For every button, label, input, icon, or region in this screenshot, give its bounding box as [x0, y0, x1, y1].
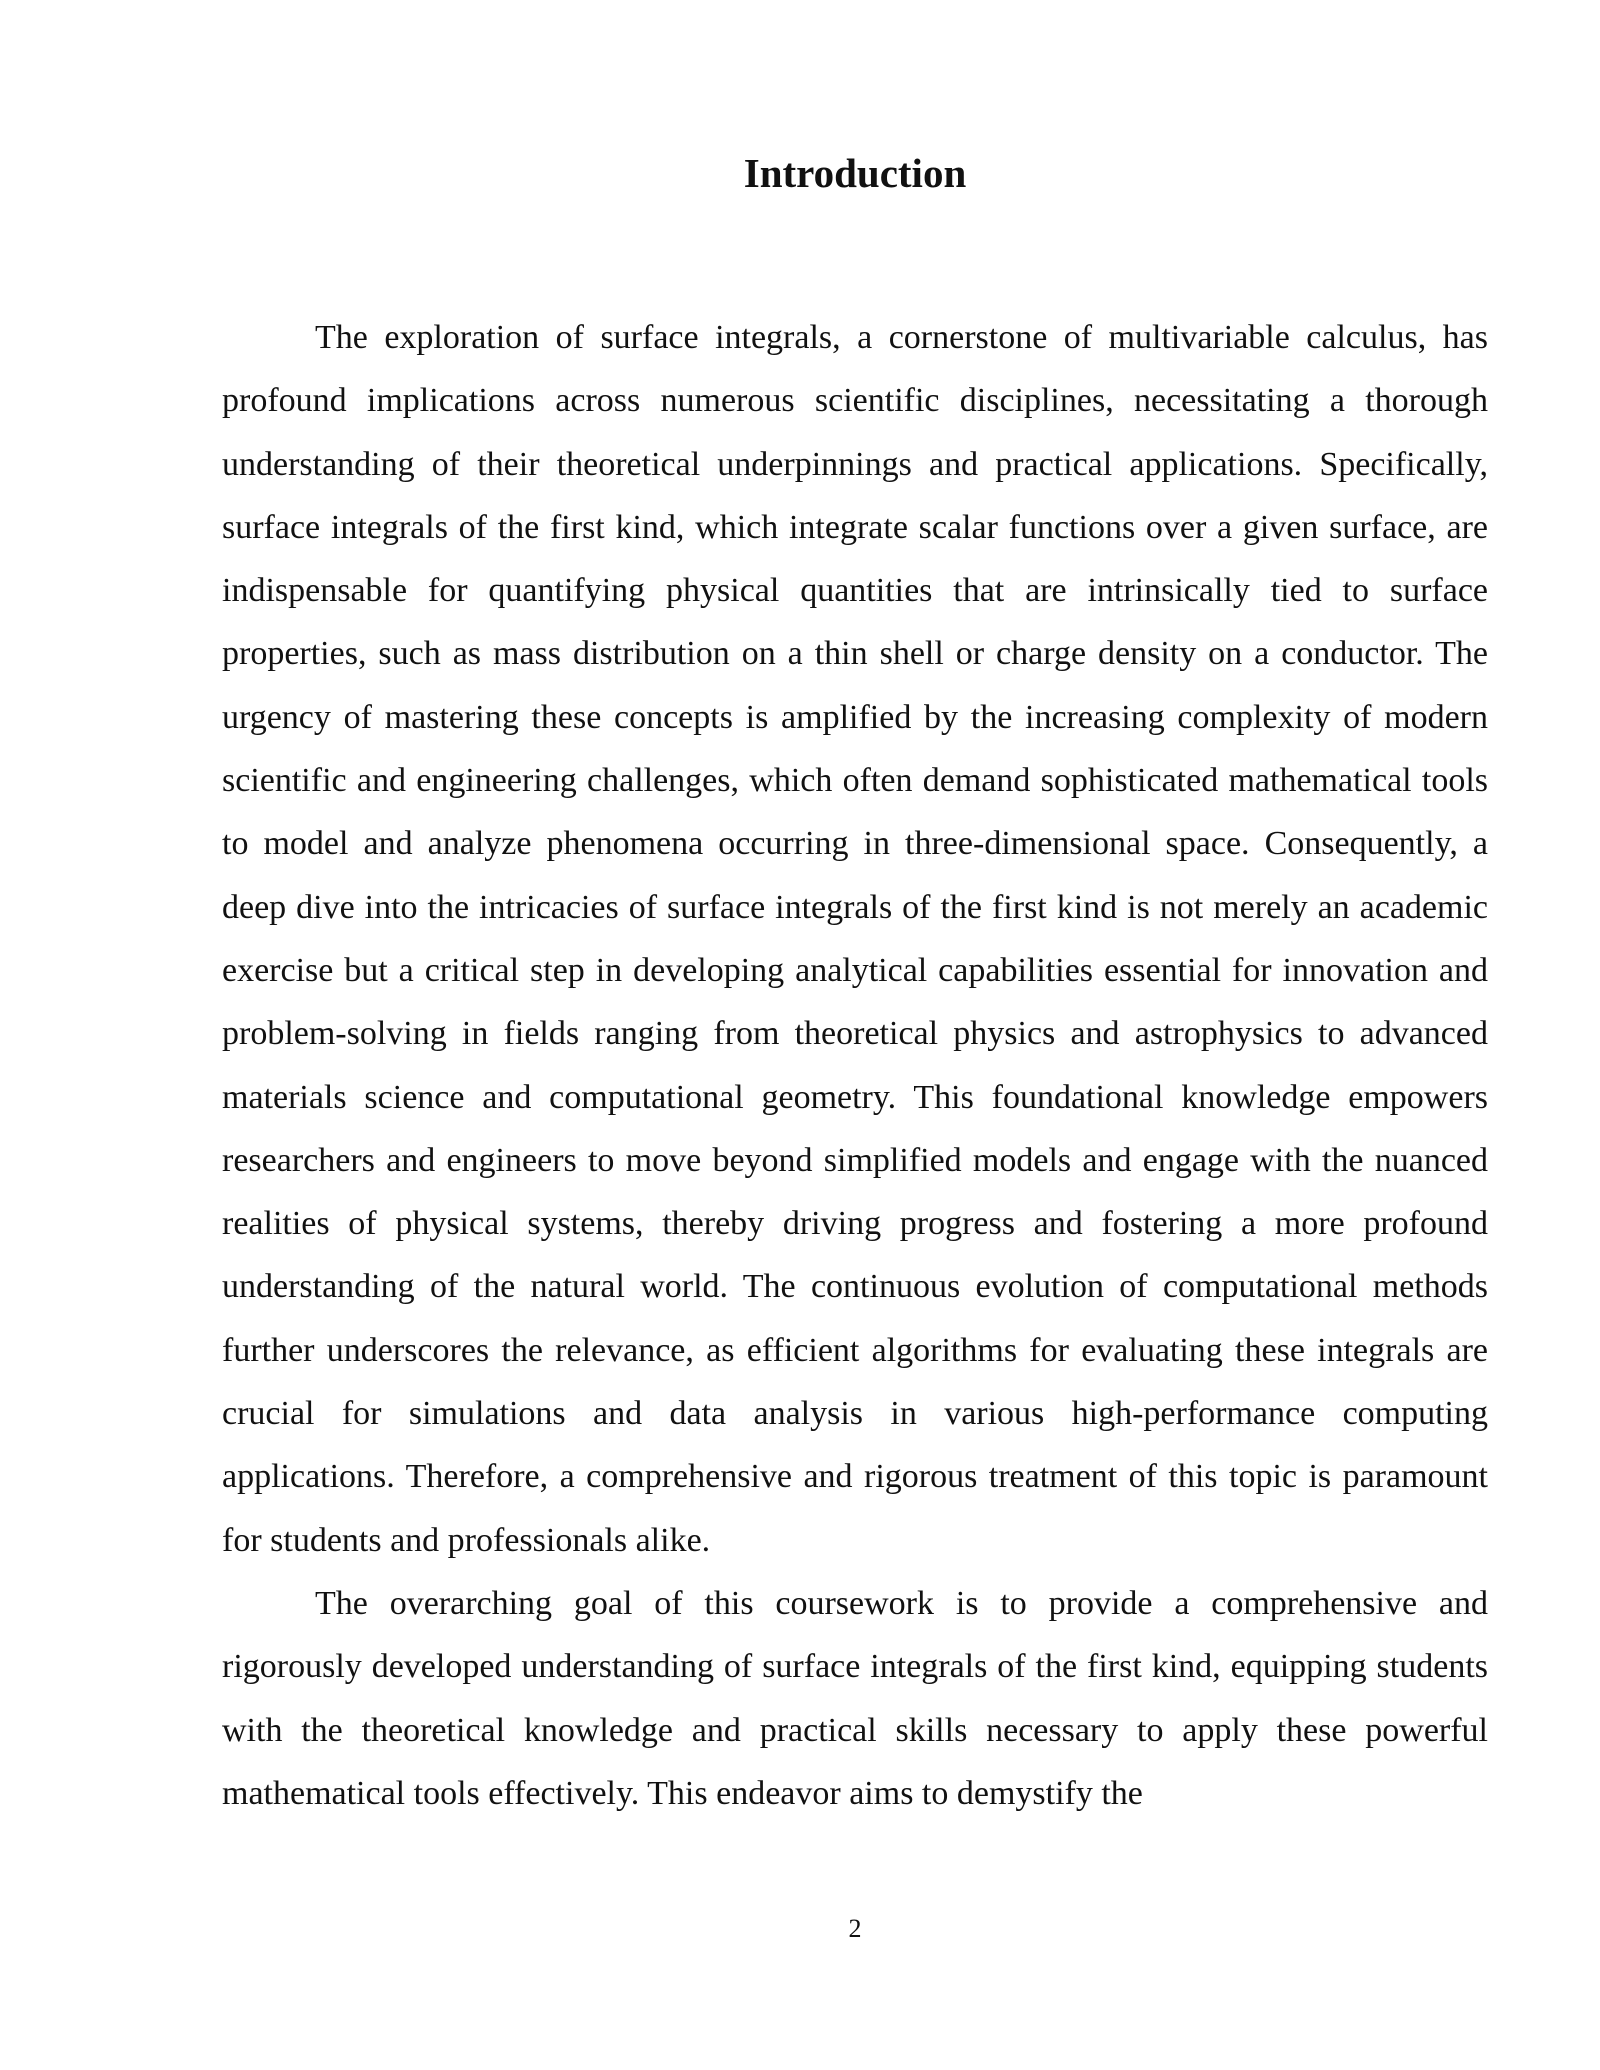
paragraph-1: The exploration of surface integrals, a cornerstone of multivariable calculus, has profound implications across numerous scientific disciplines, necessitating a thorough understanding of their theoretical underpinnings and practical applications. Specifically, surface integrals of the first kind, which integrate scalar functions over a given surface, are indispensable for quantifying physical quantities that are intrinsically tied to surface properties, such as mass distribution on a thin shell or charge density on a conductor. The urgency of mastering these concepts is amplified by the increasing complexity of modern scientific and engineering challenges, which often demand sophisticated mathematical tools to model and analyze phenomena occurring in three-dimensional space. Consequently, a deep dive into the intricacies of surface integrals of the first kind is not merely an academic exercise but a critical step in developing analytical capabilities essential for innovation and problem-solving in fields ranging from theoretical physics and astrophysics to advanced materials science and computational geometry. This foundational knowledge empowers researchers and engineers to move beyond simplified models and engage with the nuanced realities of physical systems, thereby driving progress and fostering a more profound understanding of the natural world. The continuous evolution of computational methods further underscores the relevance, as efficient algorithms for evaluating these integrals are crucial for simulations and data analysis in various high-performance computing applications. Therefore, a comprehensive and rigorous treatment of this topic is paramount for students and professionals alike.: [222, 319, 1488, 1559]
body-text: [222, 306, 1488, 1825]
page-number: 2: [848, 1914, 862, 1943]
page-title: Introduction: [743, 150, 967, 196]
paragraph-2: The overarching goal of this coursework is to provide a comprehensive and rigorously developed understanding of surface integrals of the first kind, equipping students with the theoretical knowledge and practical skills necessary to apply these powerful mathematical tools effectively. This endeavor aims to demystify the: [222, 1584, 1488, 1812]
